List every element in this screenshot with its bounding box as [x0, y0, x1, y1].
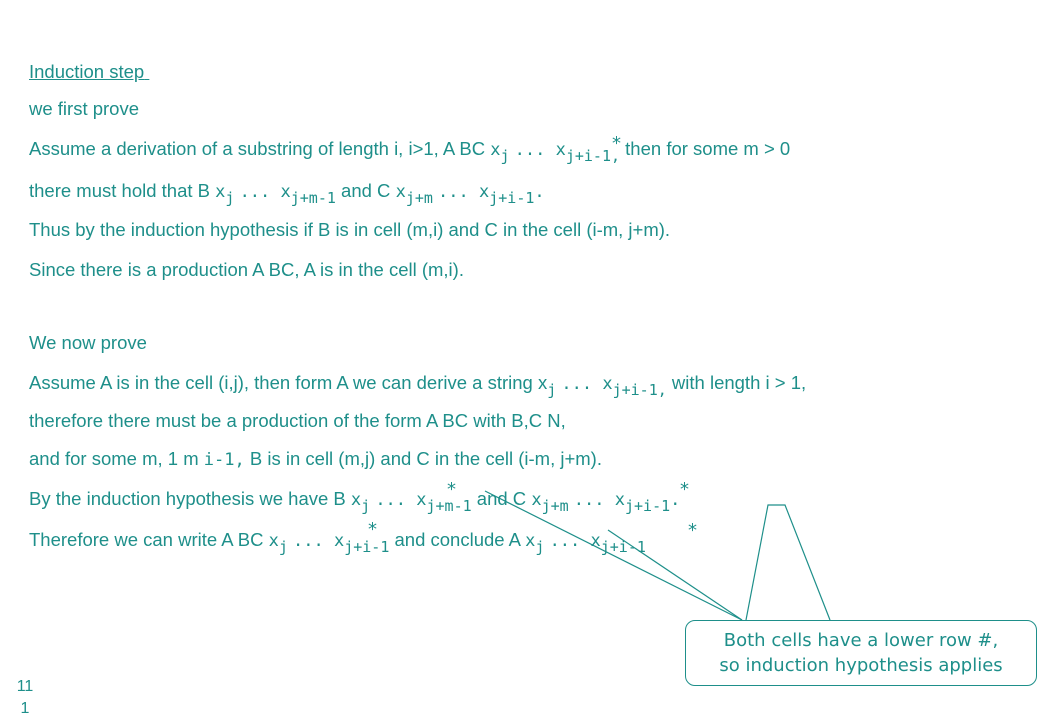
callout-line-2: so induction hypothesis applies: [719, 655, 1003, 676]
production-line: Since there is a production A BC, A is in the cell (m,i).: [29, 259, 464, 280]
callout-line-1: Both cells have a lower row #,: [723, 630, 999, 651]
production-form-line: therefore there must be a production of the form A BC with B,C N,: [29, 410, 566, 431]
now-prove-line: We now prove: [29, 332, 147, 353]
assume-derivation-line: Assume a derivation of a substring of length i, i>1, A BC $x_j$ ... $x_{j+i-1,}$ then for some m > 0: [29, 138, 791, 165]
callout-box: [685, 620, 1037, 686]
star-superscript: *: [368, 519, 377, 540]
slide-number: 11 1: [16, 678, 34, 717]
must-hold-line: there must hold that B $x_j$ ... $x_{j+m-1}$ and C $x_{j+m}$ ... $x_{j+i-1}$.: [29, 180, 545, 207]
assume-cell-line: Assume A is in the cell (i,j), then form A we can derive a string $x_j$ ... $x_{j+i-1,}$ with length i > 1,: [29, 372, 807, 399]
induction-step-heading: Induction step: [29, 61, 145, 82]
star-superscript: *: [447, 479, 456, 500]
star-superscript: *: [612, 133, 621, 154]
callout-pointer-left: [485, 491, 742, 620]
callout-pointer-middle: [608, 530, 742, 620]
induction-hypothesis-line: Thus by the induction hypothesis if B is in cell (m,i) and C in the cell (i-m, j+m).: [29, 219, 671, 240]
star-superscript: *: [688, 520, 697, 541]
star-superscript: *: [680, 479, 689, 500]
callout-pointer-right: [746, 505, 830, 620]
first-prove-line: we first prove: [29, 98, 140, 119]
hypothesis-apply-line: By the induction hypothesis we have B $x_j$ ... $x_{j+m-1}$ and C $x_{j+m}$ ... $x_{j+i-1}$.: [29, 488, 681, 515]
range-line: and for some m, 1 m i-1, B is in cell (m,j) and C in the cell (i-m, j+m).: [29, 448, 602, 470]
conclusion-line: Therefore we can write A BC $x_j$ ... $x_{j+i-1}$ and conclude A $x_j$ ... $x_{j+i-1}$: [29, 529, 646, 556]
